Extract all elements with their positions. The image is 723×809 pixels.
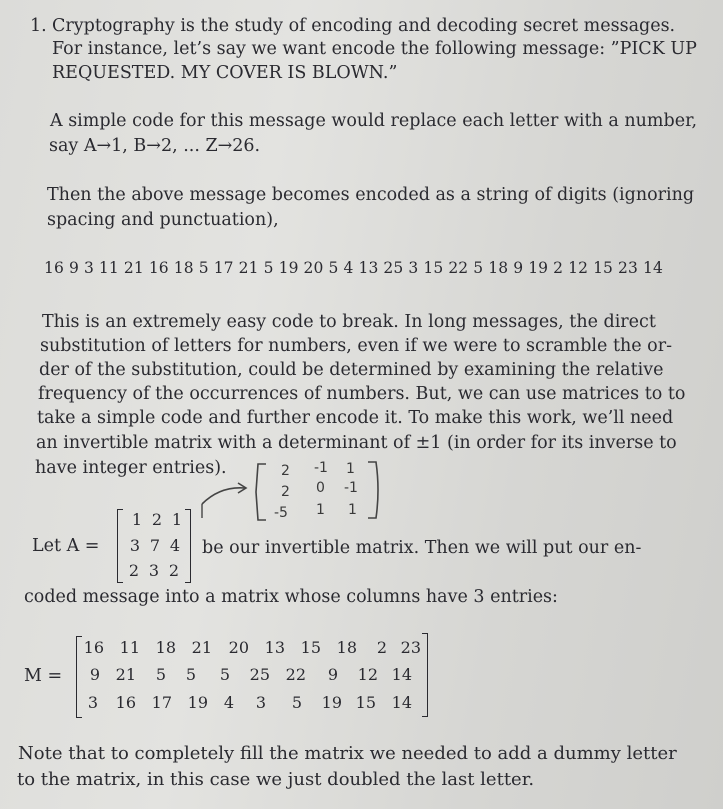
matrix-a-cell: 3: [148, 561, 159, 580]
para2-line2: say A→1, B→2, ... Z→26.: [49, 136, 261, 156]
para4-line5: take a simple code and further encode it. To make this work, we’ll need: [37, 408, 674, 428]
matrix-m-cell: 12: [357, 665, 378, 684]
matrix-m-cell: 4: [223, 693, 234, 712]
inverse-r3c3: 1: [348, 502, 357, 518]
matrix-m-cell: 9: [89, 665, 100, 684]
matrix-a-cell: 1: [131, 510, 142, 529]
matrix-m-cell: 5: [291, 693, 302, 712]
matrix-m-cell: 21: [191, 638, 212, 657]
matrix-m-cell: 2: [376, 638, 387, 657]
matrix-a-label: Let A =: [32, 536, 100, 556]
matrix-m-cell: 16: [83, 638, 104, 657]
para4-line4: frequency of the occurrences of numbers. But, we can use matrices to to: [38, 384, 686, 404]
matrix-m-cell: 15: [300, 638, 321, 657]
handwritten-bracket-left: [254, 462, 268, 522]
matrix-m-row-3: [80, 693, 412, 712]
inverse-r2c3: -1: [344, 480, 358, 496]
matrix-m-cell: 5: [155, 665, 166, 684]
inverse-r1c2: -1: [314, 460, 328, 476]
para1-line1: Cryptography is the study of encoding and decoding secret messages.: [52, 16, 676, 36]
matrix-m-right-bracket: [422, 633, 428, 717]
inverse-r1c3: 1: [346, 461, 355, 477]
para3-line1: Then the above message becomes encoded as a string of digits (ignoring: [47, 185, 695, 205]
matrix-m-cell: 14: [391, 665, 412, 684]
note-line1: Note that to completely fill the matrix we needed to add a dummy letter: [18, 743, 677, 764]
matrix-m-cell: 19: [321, 693, 342, 712]
matrix-a-row-2: [122, 536, 180, 555]
matrix-m-label: M =: [24, 666, 63, 686]
matrix-a-sentence: be our invertible matrix. Then we will put our en-: [202, 538, 642, 558]
matrix-m-cell: 16: [115, 693, 136, 712]
para4-line7: have integer entries).: [35, 458, 227, 478]
matrix-a-row-3: [121, 561, 179, 580]
para4-line2: substitution of letters for numbers, even if we were to scramble the or-: [40, 336, 672, 356]
matrix-m-cell: 5: [185, 665, 196, 684]
matrix-m-cell: 11: [119, 638, 140, 657]
inverse-r2c2: 0: [316, 480, 325, 496]
matrix-m-cell: 13: [264, 638, 285, 657]
matrix-m-cell: 20: [228, 638, 249, 657]
inverse-r2c1: 2: [281, 484, 290, 500]
note-line2: to the matrix, in this case we just doubled the last letter.: [17, 769, 535, 790]
para4-line1: This is an extremely easy code to break. In long messages, the direct: [42, 312, 656, 332]
problem-number: 1.: [30, 16, 47, 36]
matrix-a-cell: 7: [149, 536, 160, 555]
matrix-m-row-1: [82, 638, 421, 657]
para4-line3: der of the substitution, could be determined by examining the relative: [39, 360, 664, 380]
matrix-m-cell: 9: [327, 665, 338, 684]
inverse-r3c1: -5: [274, 505, 288, 521]
matrix-a-row-1: [124, 510, 182, 529]
matrix-a-cell: 1: [171, 510, 182, 529]
matrix-m-cell: 19: [187, 693, 208, 712]
para4-line6: an invertible matrix with a determinant of ±1 (in order for its inverse to: [36, 433, 677, 453]
matrix-m-cell: 17: [151, 693, 172, 712]
matrix-m-cell: 3: [255, 693, 266, 712]
matrix-a-cell: 4: [169, 536, 180, 555]
inverse-r3c2: 1: [316, 502, 325, 518]
matrix-a-right-bracket: [185, 509, 191, 583]
matrix-a-continued: coded message into a matrix whose columns have 3 entries:: [24, 587, 558, 607]
matrix-a-cell: 3: [129, 536, 140, 555]
matrix-a-cell: 2: [128, 561, 139, 580]
matrix-m-cell: 15: [355, 693, 376, 712]
matrix-m-cell: 23: [400, 638, 421, 657]
inverse-r1c1: 2: [281, 463, 290, 479]
matrix-m-cell: 3: [87, 693, 98, 712]
matrix-m-cell: 5: [219, 665, 230, 684]
handwritten-bracket-right: [366, 460, 382, 522]
matrix-a-cell: 2: [168, 561, 179, 580]
matrix-m-row-2: [80, 665, 412, 684]
para3-line2: spacing and punctuation),: [47, 210, 279, 230]
matrix-m-cell: 21: [115, 665, 136, 684]
matrix-m-cell: 22: [285, 665, 306, 684]
matrix-m-cell: 25: [249, 665, 270, 684]
para1-line2: For instance, let’s say we want encode the following message: ”PICK UP: [52, 39, 697, 59]
matrix-a-cell: 2: [151, 510, 162, 529]
para2-line1: A simple code for this message would replace each letter with a number,: [50, 111, 698, 131]
matrix-m-cell: 18: [336, 638, 357, 657]
matrix-m-cell: 14: [391, 693, 412, 712]
encoded-string: 16 9 3 11 21 16 18 5 17 21 5 19 20 5 4 13 25 3 15 22 5 18 9 19 2 12 15 23 14: [44, 259, 663, 277]
matrix-m-cell: 18: [155, 638, 176, 657]
para1-line3: REQUESTED. MY COVER IS BLOWN.”: [52, 63, 398, 83]
